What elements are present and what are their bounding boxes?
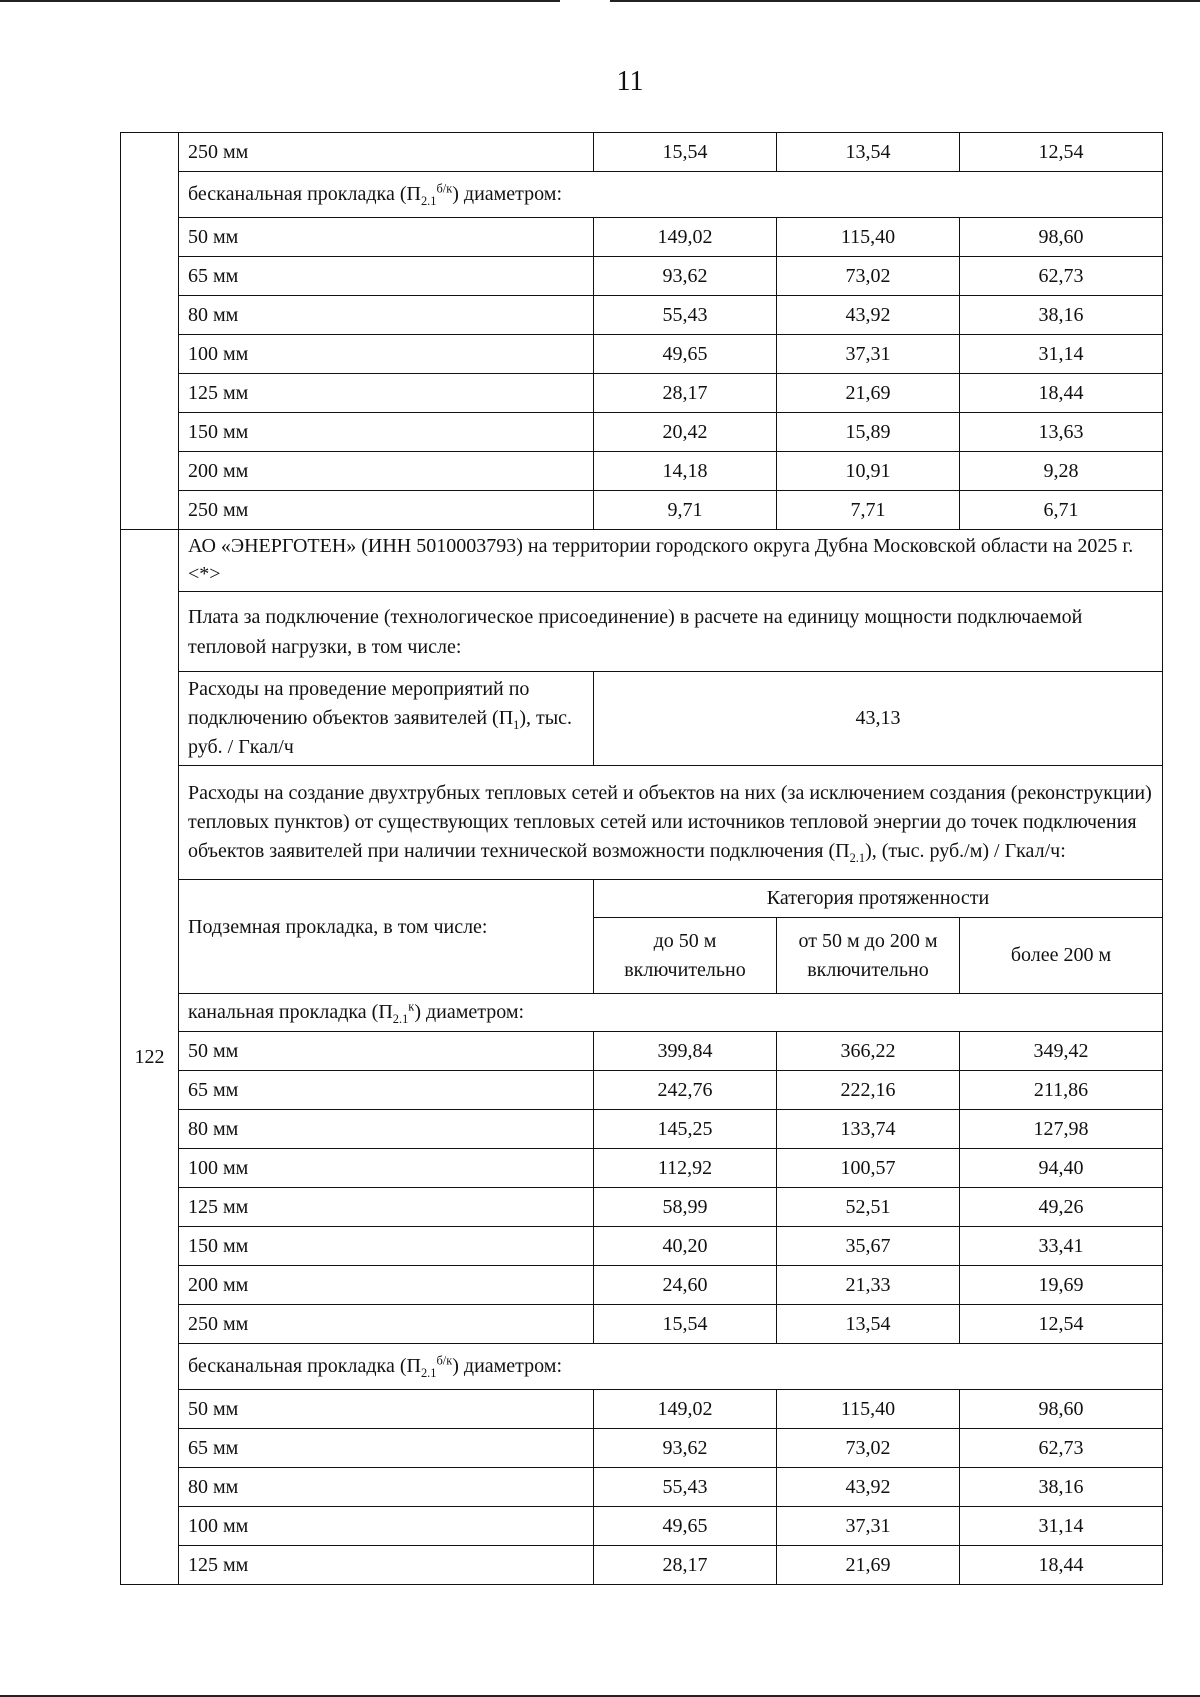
value-cell: 28,17	[594, 1546, 777, 1585]
value-cell: 349,42	[960, 1032, 1163, 1071]
value-cell: 242,76	[594, 1071, 777, 1110]
diameter-label: 100 мм	[179, 1149, 594, 1188]
value-cell: 73,02	[777, 257, 960, 296]
value-cell: 21,69	[777, 1546, 960, 1585]
fee-row	[121, 592, 1163, 672]
value-cell: 149,02	[594, 218, 777, 257]
section-row	[121, 172, 1163, 218]
p1-row	[121, 672, 1163, 766]
table-row	[121, 335, 1163, 374]
diameter-label: 250 мм	[179, 491, 594, 530]
column-header: более 200 м	[960, 918, 1163, 994]
value-cell: 211,86	[960, 1071, 1163, 1110]
value-cell: 115,40	[777, 1390, 960, 1429]
value-cell: 43,92	[777, 1468, 960, 1507]
value-cell: 13,54	[777, 1305, 960, 1344]
value-cell: 37,31	[777, 1507, 960, 1546]
table-row	[121, 452, 1163, 491]
entry-index: 122	[121, 530, 179, 1585]
value-cell: 9,28	[960, 452, 1163, 491]
value-cell: 12,54	[960, 133, 1163, 172]
table-row	[121, 491, 1163, 530]
value-cell: 94,40	[960, 1149, 1163, 1188]
diameter-label: 150 мм	[179, 413, 594, 452]
value-cell: 62,73	[960, 1429, 1163, 1468]
value-cell: 49,65	[594, 1507, 777, 1546]
table-row	[121, 1390, 1163, 1429]
value-cell: 14,18	[594, 452, 777, 491]
value-cell: 43,92	[777, 296, 960, 335]
table-row	[121, 374, 1163, 413]
diameter-label: 200 мм	[179, 452, 594, 491]
value-cell: 73,02	[777, 1429, 960, 1468]
value-cell: 222,16	[777, 1071, 960, 1110]
value-cell: 18,44	[960, 374, 1163, 413]
value-cell: 52,51	[777, 1188, 960, 1227]
diameter-label: 100 мм	[179, 335, 594, 374]
table-row	[121, 1188, 1163, 1227]
diameter-label: 50 мм	[179, 1032, 594, 1071]
underground-label: Подземная прокладка, в том числе:	[179, 880, 594, 994]
diameter-label: 125 мм	[179, 1546, 594, 1585]
diameter-label: 125 мм	[179, 1188, 594, 1227]
value-cell: 12,54	[960, 1305, 1163, 1344]
diameter-label: 250 мм	[179, 133, 594, 172]
value-cell: 24,60	[594, 1266, 777, 1305]
empty-index-cell	[121, 133, 179, 530]
diameter-label: 200 мм	[179, 1266, 594, 1305]
fee-description: Плата за подключение (технологическое присоединение) в расчете на единицу мощности подключаемой тепловой нагрузки, в том числе:	[179, 592, 1163, 672]
channelless-section-heading: бесканальная прокладка $(П_{2.1}^{б/к})$ диаметром:	[179, 172, 1163, 218]
table-row	[121, 1149, 1163, 1188]
value-cell: 93,62	[594, 257, 777, 296]
value-cell: 49,65	[594, 335, 777, 374]
table-row	[121, 1227, 1163, 1266]
value-cell: 399,84	[594, 1032, 777, 1071]
value-cell: 15,54	[594, 133, 777, 172]
diameter-label: 100 мм	[179, 1507, 594, 1546]
value-cell: 49,26	[960, 1188, 1163, 1227]
diameter-label: 150 мм	[179, 1227, 594, 1266]
value-cell: 20,42	[594, 413, 777, 452]
diameter-label: 250 мм	[179, 1305, 594, 1344]
value-cell: 58,99	[594, 1188, 777, 1227]
table-row	[121, 1032, 1163, 1071]
value-cell: 19,69	[960, 1266, 1163, 1305]
table-row	[121, 1110, 1163, 1149]
value-cell: 9,71	[594, 491, 777, 530]
value-cell: 18,44	[960, 1546, 1163, 1585]
value-cell: 7,71	[777, 491, 960, 530]
diameter-label: 80 мм	[179, 1468, 594, 1507]
value-cell: 21,69	[777, 374, 960, 413]
value-cell: 38,16	[960, 1468, 1163, 1507]
p21-row	[121, 766, 1163, 880]
table-row	[121, 1429, 1163, 1468]
value-cell: 149,02	[594, 1390, 777, 1429]
value-cell: 62,73	[960, 257, 1163, 296]
table-row	[121, 296, 1163, 335]
tariff-table	[120, 132, 1163, 1585]
diameter-label: 80 мм	[179, 296, 594, 335]
diameter-label: 80 мм	[179, 1110, 594, 1149]
value-cell: 127,98	[960, 1110, 1163, 1149]
table-row	[121, 218, 1163, 257]
value-cell: 40,20	[594, 1227, 777, 1266]
p1-value: 43,13	[594, 672, 1163, 766]
p21-description: Расходы на создание двухтрубных тепловых сетей и объектов на них (за исключением создания (реконструкции) тепловых пунктов) от существующих тепловых сетей или источников тепловой энергии до точек подключения объектов заявителей при наличии технической возможности подключения $(П_{2.1})$, (тыс. руб./м) / Гкал/ч:	[179, 766, 1163, 880]
value-cell: 13,63	[960, 413, 1163, 452]
table-row	[121, 413, 1163, 452]
value-cell: 6,71	[960, 491, 1163, 530]
value-cell: 145,25	[594, 1110, 777, 1149]
table-row	[121, 1546, 1163, 1585]
top-scan-line	[610, 0, 1200, 2]
table-row	[121, 1468, 1163, 1507]
value-cell: 35,67	[777, 1227, 960, 1266]
value-cell: 31,14	[960, 335, 1163, 374]
column-header: от 50 м до 200 м включительно	[777, 918, 960, 994]
table-row	[121, 1266, 1163, 1305]
value-cell: 13,54	[777, 133, 960, 172]
value-cell: 21,33	[777, 1266, 960, 1305]
value-cell: 31,14	[960, 1507, 1163, 1546]
diameter-label: 65 мм	[179, 1071, 594, 1110]
table-row	[121, 1071, 1163, 1110]
section-row	[121, 994, 1163, 1032]
section-row	[121, 1344, 1163, 1390]
value-cell: 33,41	[960, 1227, 1163, 1266]
value-cell: 133,74	[777, 1110, 960, 1149]
entry-title: АО «ЭНЕРГОТЕН» (ИНН 5010003793) на территории городского округа Дубна Московской области на 2025 г. <*>	[179, 530, 1163, 592]
value-cell: 366,22	[777, 1032, 960, 1071]
entry-title-row	[121, 530, 1163, 592]
value-cell: 38,16	[960, 296, 1163, 335]
diameter-label: 50 мм	[179, 1390, 594, 1429]
diameter-label: 65 мм	[179, 257, 594, 296]
value-cell: 15,89	[777, 413, 960, 452]
table-row	[121, 1305, 1163, 1344]
diameter-label: 50 мм	[179, 218, 594, 257]
channelless-section-heading: бесканальная прокладка $(П_{2.1}^{б/к})$ диаметром:	[179, 1344, 1163, 1390]
value-cell: 98,60	[960, 1390, 1163, 1429]
table-row	[121, 257, 1163, 296]
value-cell: 37,31	[777, 335, 960, 374]
category-header-row	[121, 880, 1163, 918]
table-row	[121, 1507, 1163, 1546]
value-cell: 15,54	[594, 1305, 777, 1344]
top-scan-line	[0, 0, 560, 2]
column-header: до 50 м включительно	[594, 918, 777, 994]
value-cell: 28,17	[594, 374, 777, 413]
value-cell: 98,60	[960, 218, 1163, 257]
value-cell: 10,91	[777, 452, 960, 491]
value-cell: 55,43	[594, 1468, 777, 1507]
value-cell: 112,92	[594, 1149, 777, 1188]
channel-section-heading: канальная прокладка $(П_{2.1}^к)$ диаметром:	[179, 994, 1163, 1032]
value-cell: 93,62	[594, 1429, 777, 1468]
table-row	[121, 133, 1163, 172]
value-cell: 100,57	[777, 1149, 960, 1188]
category-header: Категория протяженности	[594, 880, 1163, 918]
p1-label: Расходы на проведение мероприятий по подключению объектов заявителей $(П_1)$, тыс. руб. / Гкал/ч	[179, 672, 594, 766]
page-number: 11	[616, 66, 644, 97]
diameter-label: 125 мм	[179, 374, 594, 413]
value-cell: 115,40	[777, 218, 960, 257]
diameter-label: 65 мм	[179, 1429, 594, 1468]
value-cell: 55,43	[594, 296, 777, 335]
